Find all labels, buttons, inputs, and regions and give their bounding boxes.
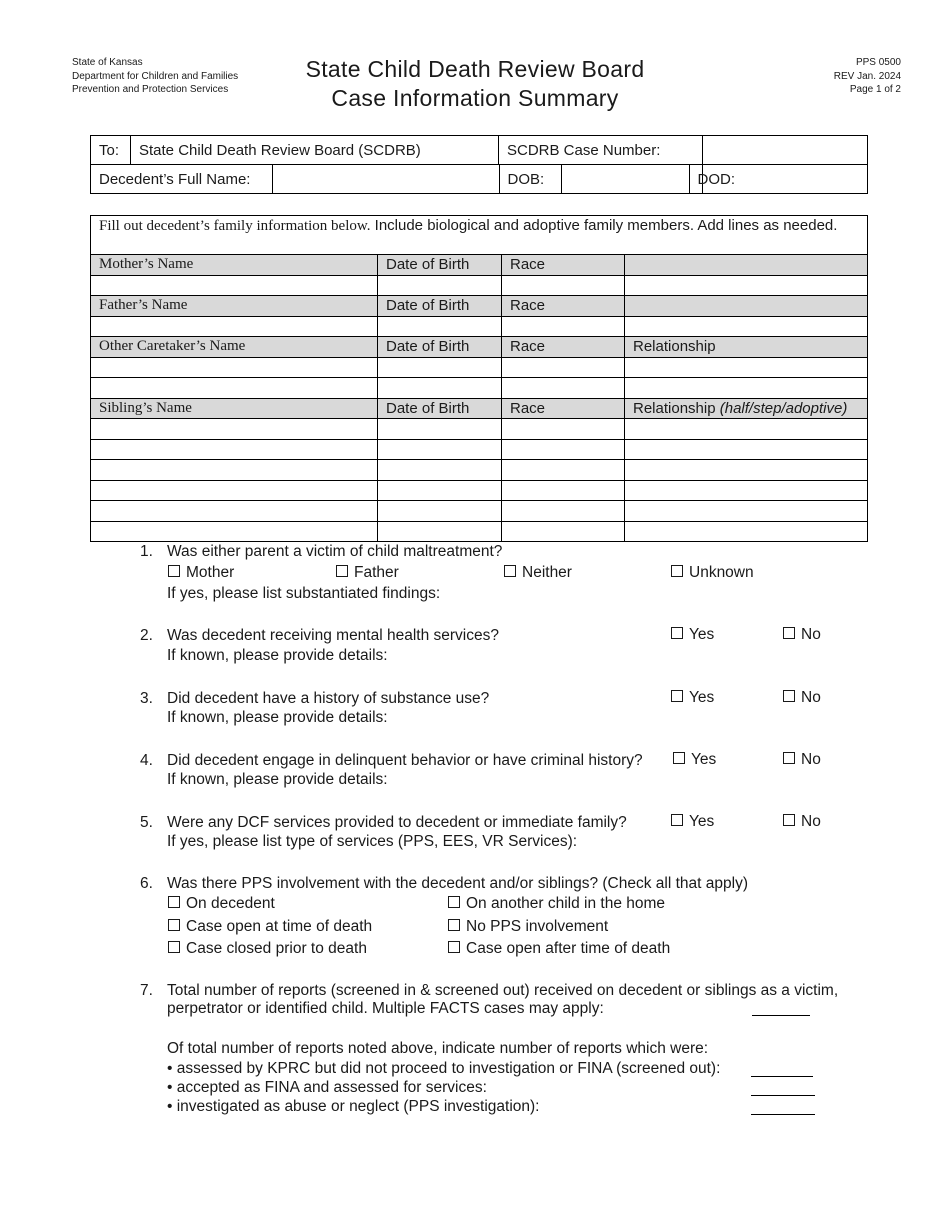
decedent-name-label: Decedent’s Full Name: — [91, 165, 273, 194]
agency-division: Prevention and Protection Services — [72, 84, 229, 95]
fina-reports-field[interactable] — [751, 1095, 815, 1096]
sibling-relationship-header: Relationship (half/step/adoptive) — [625, 398, 868, 419]
q2-yes-checkbox[interactable]: Yes — [671, 626, 714, 644]
table-row[interactable] — [91, 460, 868, 481]
question-2-followup: If known, please provide details: — [167, 647, 388, 664]
checkbox-icon[interactable] — [671, 627, 683, 639]
caretaker-dob-header: Date of Birth — [378, 337, 502, 358]
page-number: Page 1 of 2 — [849, 84, 901, 95]
mother-name-header: Mother’s Name — [91, 255, 378, 276]
mother-dob-header: Date of Birth — [378, 255, 502, 276]
q6-no-pps-checkbox[interactable]: No PPS involvement — [448, 918, 608, 936]
checkbox-icon[interactable] — [448, 919, 460, 931]
dob-field[interactable] — [562, 165, 689, 193]
table-row[interactable] — [91, 501, 868, 522]
agency-department: Department for Children and Families — [72, 70, 239, 82]
q1-mother-checkbox[interactable]: Mother — [168, 564, 234, 582]
dod-label: DOD: — [697, 170, 735, 188]
q6-case-closed-checkbox[interactable]: Case closed prior to death — [168, 940, 367, 958]
form-id-block — [834, 56, 901, 97]
q5-no-checkbox[interactable]: No — [783, 813, 821, 831]
checkbox-icon[interactable] — [336, 565, 348, 577]
q4-no-checkbox[interactable]: No — [783, 751, 821, 769]
checkbox-icon[interactable] — [448, 941, 460, 953]
page-title — [0, 55, 950, 113]
checkbox-icon[interactable] — [168, 565, 180, 577]
checkbox-icon[interactable] — [168, 919, 180, 931]
q3-no-checkbox[interactable]: No — [783, 689, 821, 707]
question-4-followup: If known, please provide details: — [167, 771, 388, 788]
question-1-followup: If yes, please list substantiated findings: — [167, 585, 441, 602]
question-7-sub-item: • accepted as FINA and assessed for services: — [167, 1079, 487, 1096]
caretaker-header-row — [91, 337, 868, 358]
father-race-header: Race — [502, 296, 625, 317]
table-row[interactable] — [91, 521, 868, 542]
father-name-header: Father’s Name — [91, 296, 378, 317]
agency-state: State of Kansas — [72, 57, 143, 68]
checkbox-icon[interactable] — [673, 752, 685, 764]
checkbox-icon[interactable] — [448, 896, 460, 908]
q6-on-decedent-checkbox[interactable]: On decedent — [168, 895, 275, 913]
family-information-table — [90, 215, 868, 542]
q6-case-open-death-checkbox[interactable]: Case open at time of death — [168, 918, 372, 936]
checkbox-icon[interactable] — [783, 627, 795, 639]
table-row[interactable] — [91, 378, 868, 399]
title-line-2: Case Information Summary — [331, 85, 619, 111]
mother-header-row — [91, 255, 868, 276]
checkbox-icon[interactable] — [168, 941, 180, 953]
sibling-race-header: Race — [502, 398, 625, 419]
checkbox-icon[interactable] — [671, 814, 683, 826]
case-number-label: SCDRB Case Number: — [499, 136, 703, 165]
mother-race-header: Race — [502, 255, 625, 276]
to-value: State Child Death Review Board (SCDRB) — [131, 136, 499, 165]
father-dob-header: Date of Birth — [378, 296, 502, 317]
caretaker-name-header: Other Caretaker’s Name — [91, 337, 378, 358]
question-3-followup: If known, please provide details: — [167, 709, 388, 726]
table-row[interactable] — [91, 480, 868, 501]
checkbox-icon[interactable] — [168, 896, 180, 908]
question-1-number: 1. — [140, 543, 153, 560]
table-row[interactable] — [91, 357, 868, 378]
q6-case-open-after-checkbox[interactable]: Case open after time of death — [448, 940, 670, 958]
table-row[interactable] — [91, 419, 868, 440]
question-7-sub-item: • investigated as abuse or neglect (PPS investigation): — [167, 1098, 540, 1115]
q4-yes-checkbox[interactable]: Yes — [673, 751, 716, 769]
q1-unknown-checkbox[interactable]: Unknown — [671, 564, 754, 582]
kprc-reports-field[interactable] — [751, 1076, 813, 1077]
q2-no-checkbox[interactable]: No — [783, 626, 821, 644]
q1-neither-checkbox[interactable]: Neither — [504, 564, 572, 582]
sibling-name-header: Sibling’s Name — [91, 398, 378, 419]
decedent-name-field[interactable] — [273, 165, 499, 193]
checkbox-icon[interactable] — [783, 752, 795, 764]
case-header-table — [90, 135, 868, 194]
question-7-sub-intro: Of total number of reports noted above, indicate number of reports which were: — [167, 1040, 709, 1057]
q1-father-checkbox[interactable]: Father — [336, 564, 399, 582]
table-row[interactable] — [91, 439, 868, 460]
checkbox-icon[interactable] — [783, 690, 795, 702]
question-7-sub-item: • assessed by KPRC but did not proceed to investigation or FINA (screened out): — [167, 1060, 721, 1077]
question-1-text: Was either parent a victim of child maltreatment? — [167, 543, 503, 560]
title-line-1: State Child Death Review Board — [305, 56, 645, 82]
table-row[interactable] — [91, 316, 868, 337]
form-number: PPS 0500 — [855, 57, 901, 68]
checkbox-icon[interactable] — [671, 565, 683, 577]
question-7-line-2: perpetrator or identified child. Multiple FACTS cases may apply: — [167, 1000, 604, 1017]
total-reports-field[interactable] — [752, 1015, 810, 1016]
dob-label: DOB: — [507, 170, 545, 188]
question-5-followup: If yes, please list type of services (PPS, EES, VR Services): — [167, 833, 578, 850]
caretaker-race-header: Race — [502, 337, 625, 358]
case-number-field[interactable] — [703, 136, 868, 165]
family-instructions: Fill out decedent’s family information below. Include biological and adoptive family members. Add lines as needed. — [91, 216, 868, 255]
checkbox-icon[interactable] — [504, 565, 516, 577]
q6-another-child-checkbox[interactable]: On another child in the home — [448, 895, 665, 913]
checkbox-icon[interactable] — [671, 690, 683, 702]
sibling-dob-header: Date of Birth — [378, 398, 502, 419]
caretaker-relationship-header: Relationship — [625, 337, 868, 358]
investigated-reports-field[interactable] — [751, 1114, 815, 1115]
form-revision: REV Jan. 2024 — [833, 70, 901, 82]
q5-yes-checkbox[interactable]: Yes — [671, 813, 714, 831]
checkbox-icon[interactable] — [783, 814, 795, 826]
father-header-row — [91, 296, 868, 317]
to-label: To: — [91, 136, 131, 165]
sibling-header-row — [91, 398, 868, 419]
q3-yes-checkbox[interactable]: Yes — [671, 689, 714, 707]
table-row[interactable] — [91, 275, 868, 296]
